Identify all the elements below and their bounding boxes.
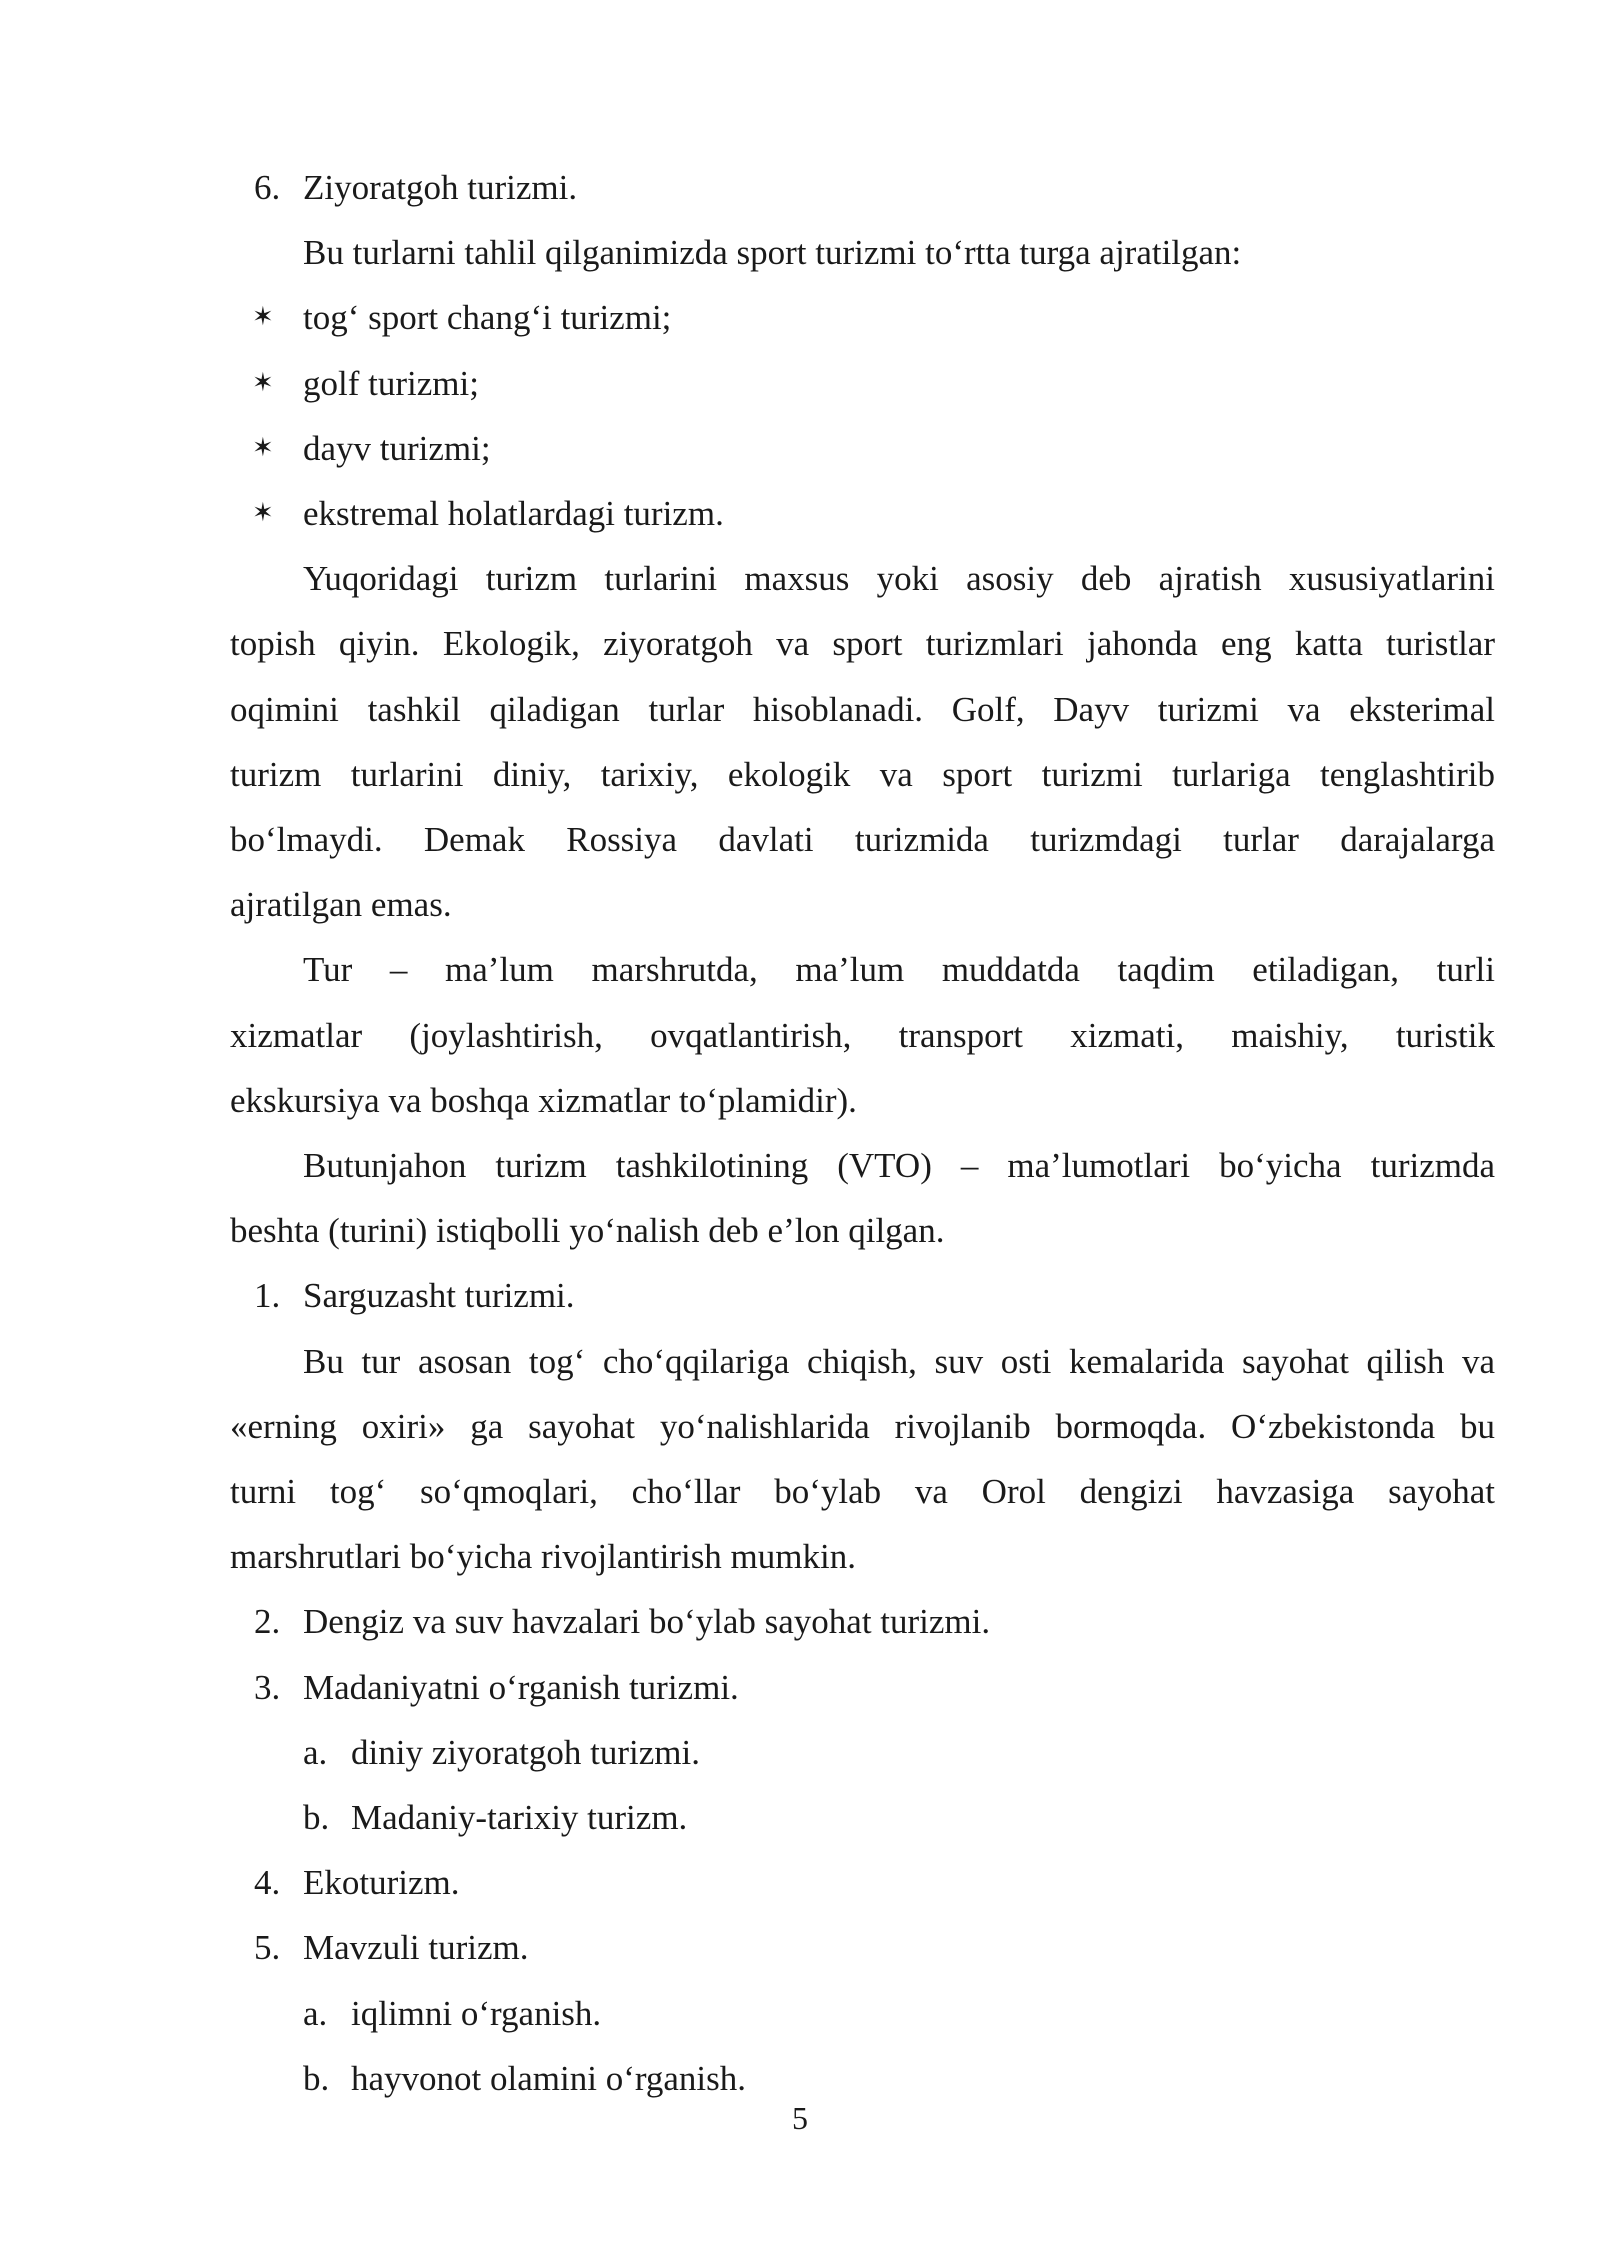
list-item-text: Ziyoratgoh turizmi.	[303, 168, 578, 207]
sub-list-marker: a.	[303, 1993, 328, 2033]
paragraph-line: beshta (turini) istiqbolli yo‘nalish deb e’lon qilgan.	[230, 1211, 945, 1251]
document-page	[230, 155, 1495, 2111]
paragraph-line: ajratilgan emas.	[230, 885, 452, 925]
list-item-text: Mavzuli turizm.	[303, 1928, 529, 1968]
paragraph-line: turni tog‘ so‘qmoqlari, cho‘llar bo‘ylab va Orol dengizi havzasiga sayohat	[230, 1472, 1495, 1512]
sub-list-item	[230, 1785, 1495, 1850]
paragraph-classification	[230, 546, 1495, 937]
sub-list-marker: b.	[303, 1798, 330, 1838]
sport-intro-text: Bu turlarni tahlil qilganimizda sport turizmi to‘rtta turga ajratilgan:	[303, 233, 1242, 273]
asterisk-bullet-icon: ✶	[252, 302, 274, 333]
list-marker: 1.	[254, 1276, 281, 1316]
bullet-item-text: golf turizmi;	[303, 363, 479, 403]
bullet-item-text: ekstremal holatlardagi turizm.	[303, 494, 724, 534]
list-item-text: Madaniyatni o‘rganish turizmi.	[303, 1667, 739, 1707]
list-item-text: Ekoturizm.	[303, 1863, 460, 1903]
bullet-item	[230, 481, 1495, 546]
paragraph-line: topish qiyin. Ekologik, ziyoratgoh va sport turizmlari jahonda eng katta turistlar	[230, 624, 1495, 664]
list-item-3	[230, 1655, 1495, 1720]
sub-list-marker: a.	[303, 1732, 328, 1772]
list-item-5	[230, 1915, 1495, 1980]
paragraph-line: «erning oxiri» ga sayohat yo‘nalishlarida rivojlanib bormoqda. O‘zbekistonda bu	[230, 1406, 1495, 1446]
asterisk-bullet-icon: ✶	[252, 498, 274, 529]
list-marker: 5.	[254, 1928, 281, 1968]
paragraph-line: xizmatlar (joylashtirish, ovqatlantirish, transport xizmati, maishiy, turistik	[230, 1015, 1495, 1055]
sub-list-item	[230, 1981, 1495, 2046]
page-number: 5	[792, 2100, 808, 2136]
list-item-text: Sarguzasht turizmi.	[303, 1276, 575, 1316]
paragraph-line: Yuqoridagi turizm turlarini maxsus yoki asosiy deb ajratish xususiyatlarini	[303, 559, 1495, 599]
asterisk-bullet-icon: ✶	[252, 432, 274, 463]
list-marker: 4.	[254, 1863, 281, 1903]
sub-list-item-text: Madaniy-tarixiy turizm.	[351, 1798, 688, 1838]
paragraph-adventure	[230, 1329, 1495, 1590]
list-item-6	[230, 155, 1495, 220]
paragraph-line: turizm turlarini diniy, tarixiy, ekologik va sport turizmi turlariga tenglashtirib	[230, 754, 1495, 794]
list-item-2	[230, 1589, 1495, 1654]
sub-list-item-text: hayvonot olamini o‘rganish.	[351, 2058, 746, 2098]
paragraph-line: marshrutlari bo‘yicha rivojlantirish mumkin.	[230, 1537, 856, 1577]
paragraph-line: Bu tur asosan tog‘ cho‘qqilariga chiqish, suv osti kemalarida sayohat qilish va	[303, 1341, 1495, 1381]
list-item-text: Dengiz va suv havzalari bo‘ylab sayohat turizmi.	[303, 1602, 991, 1642]
bullet-item-text: dayv turizmi;	[303, 428, 491, 468]
sub-list-item-text: iqlimni o‘rganish.	[351, 1993, 602, 2033]
list-marker: 3.	[254, 1667, 281, 1707]
sub-list-item-text: diniy ziyoratgoh turizmi.	[351, 1732, 700, 1772]
bullet-item	[230, 416, 1495, 481]
bullet-item-text: tog‘ sport chang‘i turizmi;	[303, 298, 672, 338]
paragraph-line: bo‘lmaydi. Demak Rossiya davlati turizmida turizmdagi turlar darajalarga	[230, 820, 1495, 860]
sub-list-item	[230, 1720, 1495, 1785]
list-item-1	[230, 1263, 1495, 1328]
list-item-4	[230, 1850, 1495, 1915]
list-marker: 2.	[254, 1602, 281, 1642]
sub-list-marker: b.	[303, 2058, 330, 2098]
paragraph-line: ekskursiya va boshqa xizmatlar to‘plamidir).	[230, 1080, 857, 1120]
list-marker: 6.	[254, 168, 281, 207]
paragraph-tour-definition	[230, 937, 1495, 1133]
paragraph-line: Butunjahon turizm tashkilotining (VTO) – ma’lumotlari bo‘yicha turizmda	[303, 1146, 1495, 1186]
paragraph-line: Tur – ma’lum marshrutda, ma’lum muddatda taqdim etiladigan, turli	[303, 950, 1495, 990]
bullet-item	[230, 351, 1495, 416]
paragraph-vto	[230, 1133, 1495, 1263]
bullet-item	[230, 285, 1495, 350]
paragraph-line: oqimini tashkil qiladigan turlar hisoblanadi. Golf, Dayv turizmi va eksterimal	[230, 689, 1495, 729]
asterisk-bullet-icon: ✶	[252, 367, 274, 398]
